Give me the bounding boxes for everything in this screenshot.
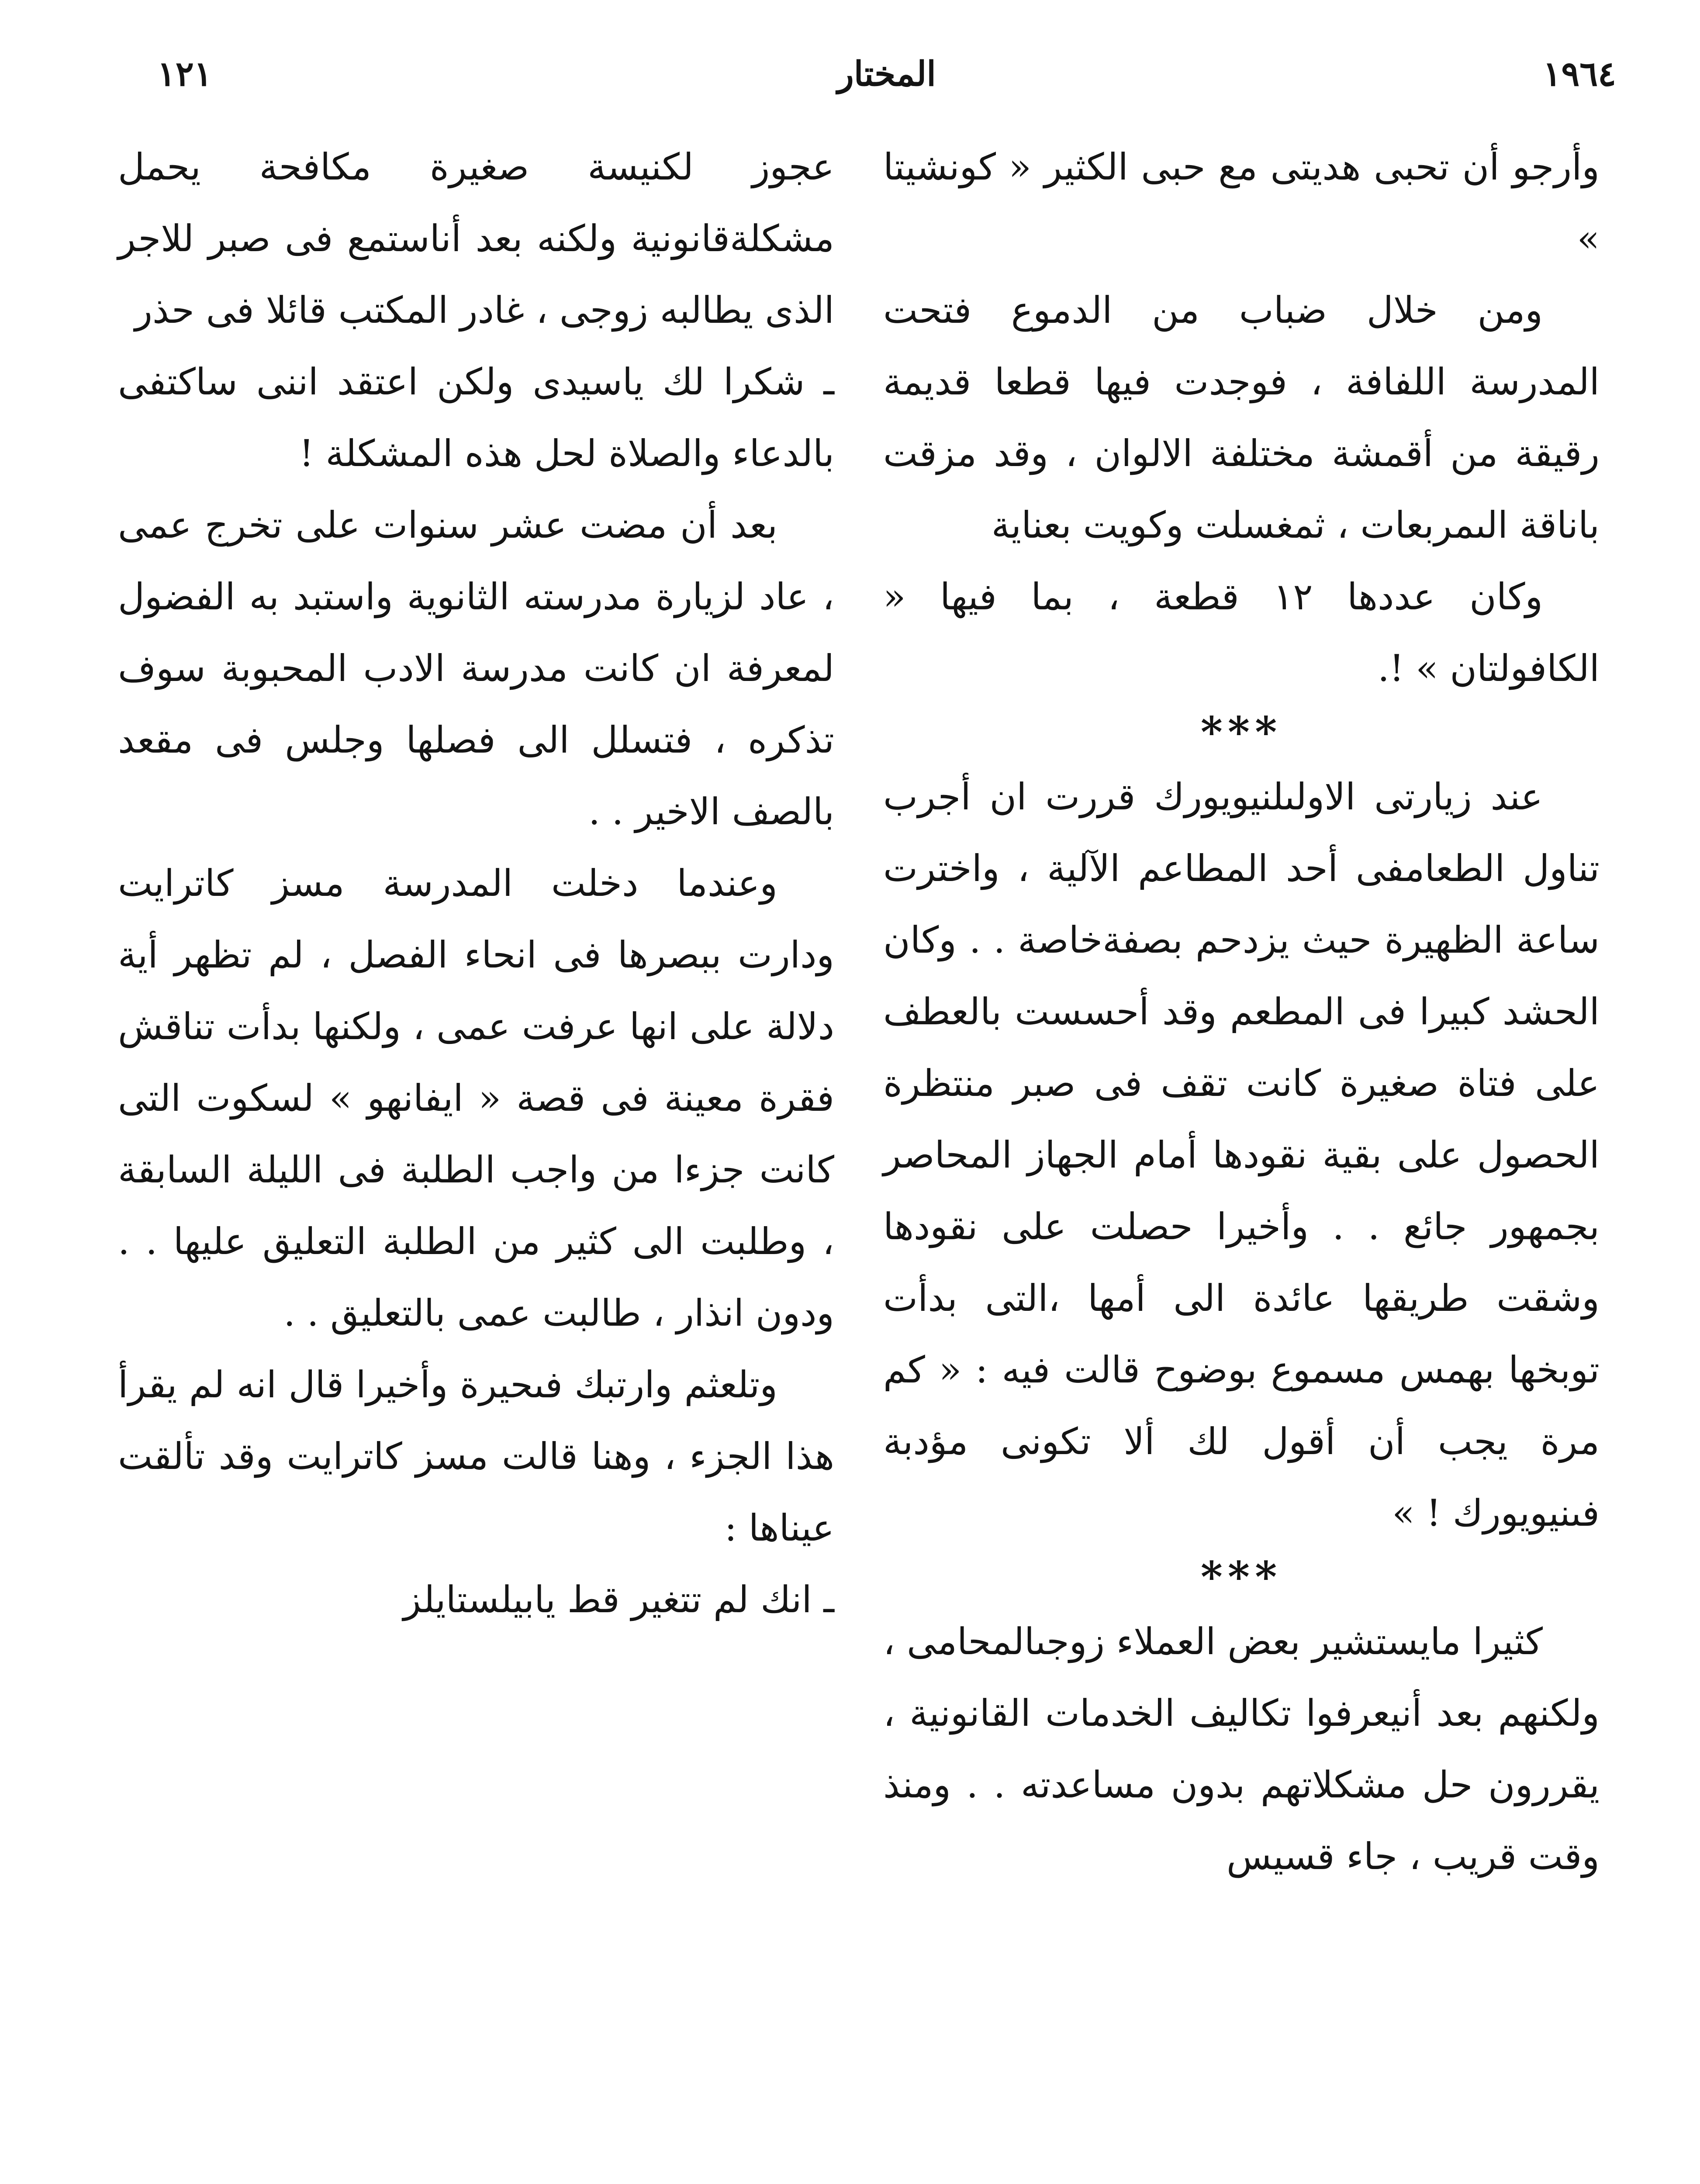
paragraph: كثيرا مايستشير بعض العملاء زوجىالمحامى ، ولكنهم بعد أنيعرفوا تكاليف الخدمات القانونية ، يقررون حل مشكلاتهم بدون مساعدته . . ومنذ وقت قريب ، جاء قسيس (883, 1620, 1600, 1878)
right-text-column (883, 131, 1600, 1892)
dialogue-paragraph: ـ شكرا لك ياسيدى ولكن اعتقد اننى ساكتفى بالدعاء والصلاة لحل هذه المشكلة ! (118, 360, 834, 475)
paragraph: وأرجو أن تحبى هديتى مع حبى الكثير « كونشيتا » (883, 145, 1600, 260)
paragraph: وتلعثم وارتبك فىحيرة وأخيرا قال انه لم يقرأ هذا الجزء ، وهنا قالت مسز كاترايت وقد تألقت عيناها : (118, 1363, 834, 1549)
dialogue-paragraph: ـ انك لم تتغير قط يابيلستايلز (403, 1578, 834, 1621)
paragraph: بعد أن مضت عشر سنوات على تخرج عمى ، عاد لزيارة مدرسته الثانوية واستبد به الفضول لمعرفة ان كانت مدرسة الادب المحبوبة سوف تذكره ، فتسلل الى فصلها وجلس فى مقعد بالصف الاخير . . (118, 504, 834, 833)
page-header (157, 48, 1616, 135)
section-separator: *** (1200, 708, 1282, 757)
header-year: ١٩٦٤ (1543, 54, 1616, 94)
paragraph: عند زيارتى الاولىلنيويورك قررت ان أجرب تناول الطعامفى أحد المطاعم الآلية ، واخترت ساعة الظهيرة حيث يزدحم بصفةخاصة . . وكان الحشد كبيرا فى المطعم وقد أحسست بالعطف على فتاة صغيرة كانت تقف فى صبر منتظرة الحصول على بقية نقودها أمام الجهاز المحاصر بجمهور جائع . . وأخيرا حصلت على نقودها وشقت طريقها عائدة الى أمها ،التى بدأت توبخها بهمس مسموع بوضوح قالت فيه : « كم مرة يجب أن أقول لك ألا تكونى مؤدبة فىنيويورك ! » (883, 775, 1600, 1534)
left-text-column (118, 131, 834, 1635)
paragraph: عجوز لكنيسة صغيرة مكافحة يحمل مشكلةقانونية ولكنه بعد أناستمع فى صبر للاجر الذى يطالبه زوجى ، غادر المكتب قائلا فى حذر (118, 145, 834, 332)
paragraph: وعندما دخلت المدرسة مسز كاترايت ودارت ببصرها فى انحاء الفصل ، لم تظهر أية دلالة على انها عرفت عمى ، ولكنها بدأت تناقش فقرة معينة فى قصة « ايفانهو » لسكوت التى كانت جزءا من واجب الطلبة فى الليلة السابقة ، وطلبت الى كثير من الطلبة التعليق عليها . . ودون انذار ، طالبت عمى بالتعليق . . (118, 862, 834, 1334)
paragraph: ومن خلال ضباب من الدموع فتحت المدرسة اللفافة ، فوجدت فيها قطعا قديمة رقيقة من أقمشة مختلفة الالوان ، وقد مزقت باناقة الىمربعات ، ثمغسلت وكويت بعناية (883, 289, 1600, 546)
paragraph: وكان عددها ١٢ قطعة ، بما فيها « الكافولتان » !. (883, 575, 1600, 690)
header-page-number: ١٢١ (157, 54, 212, 94)
section-separator: *** (1200, 1552, 1282, 1602)
header-title: المختار (837, 54, 936, 94)
